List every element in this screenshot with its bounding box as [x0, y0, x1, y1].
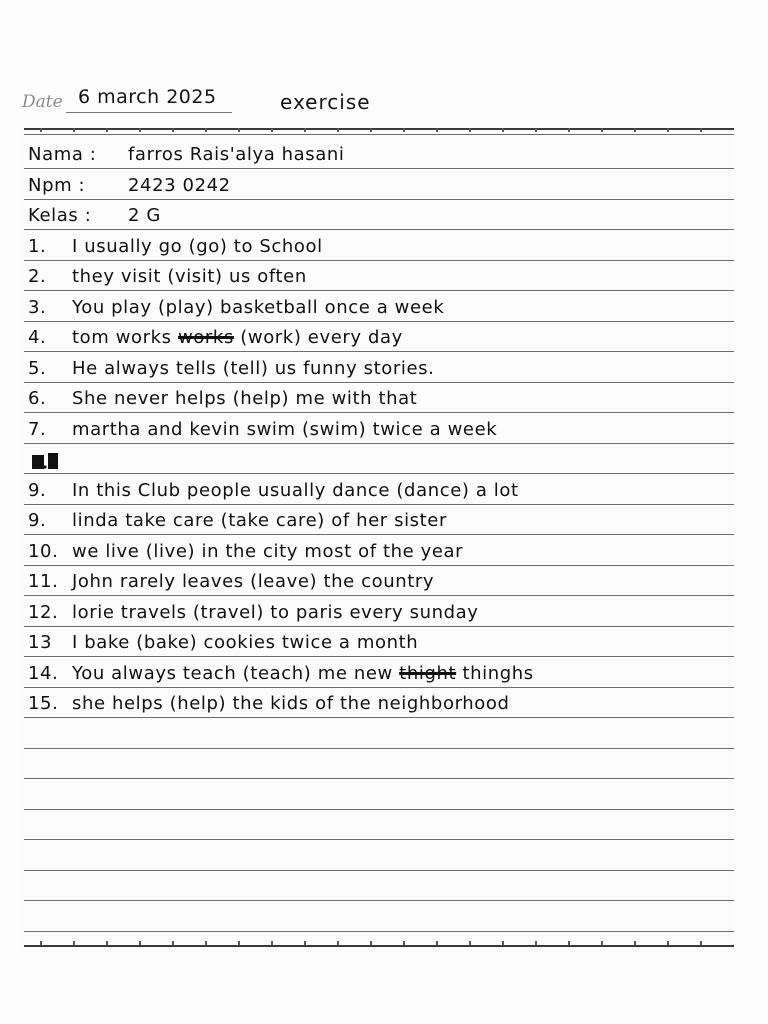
info-value: 2 G — [128, 205, 161, 226]
sentence-number: 11. — [28, 571, 59, 592]
sentence-number: 9. — [28, 480, 47, 501]
margin-dot — [700, 128, 702, 132]
sentence-row — [28, 449, 72, 475]
margin-dot — [436, 128, 438, 132]
sentence-number: 10. — [28, 541, 59, 562]
ruled-line — [24, 565, 734, 566]
sentence-number: 5. — [28, 358, 47, 379]
ruled-line — [24, 839, 734, 840]
ruled-line — [24, 351, 734, 352]
info-label: Nama : — [28, 144, 97, 165]
margin-dot — [634, 128, 636, 132]
sentence-number: 13 — [28, 632, 53, 653]
ruled-line — [24, 870, 734, 871]
ruled-line — [24, 412, 734, 413]
info-row — [28, 175, 231, 201]
ruled-line — [24, 382, 734, 383]
sentence-text: tom works — [72, 327, 178, 348]
sentence-row — [28, 541, 463, 567]
sentence-text: She never helps (help) me with that — [72, 388, 418, 409]
sentence-number: 14. — [28, 663, 59, 684]
margin-dot — [205, 128, 207, 132]
sentence-row — [28, 419, 497, 445]
margin-dot — [436, 941, 438, 945]
info-row — [28, 144, 345, 170]
sentence-text: she helps (help) the kids of the neighborhood — [72, 693, 510, 714]
margin-dot — [337, 941, 339, 945]
sentence-text: linda take care (take care) of her sister — [72, 510, 447, 531]
margin-dot — [469, 941, 471, 945]
sentence-text: lorie travels (travel) to paris every sunday — [72, 602, 479, 623]
margin-dot — [139, 941, 141, 945]
sentence-number: 1. — [28, 236, 47, 257]
sentence-text: we live (live) in the city most of the year — [72, 541, 464, 562]
margin-dot — [337, 128, 339, 132]
margin-dot — [172, 941, 174, 945]
crossed-out-word: thight — [399, 663, 457, 684]
sentence-number: 6. — [28, 388, 47, 409]
sentence-number: 2. — [28, 266, 47, 287]
info-label: Kelas : — [28, 205, 92, 226]
sentence-row — [28, 571, 434, 597]
margin-dot — [568, 941, 570, 945]
sentence-text: He always tells (tell) us funny stories. — [72, 358, 435, 379]
sentence-row — [28, 480, 519, 506]
margin-dot — [304, 128, 306, 132]
info-value: farros Rais'alya hasani — [128, 144, 345, 165]
margin-dot — [535, 128, 537, 132]
sentence-number: 4. — [28, 327, 47, 348]
sentence-text: John rarely leaves (leave) the country — [72, 571, 435, 592]
ruled-line — [24, 900, 734, 901]
sentence-text: martha and kevin swim (swim) twice a week — [72, 419, 498, 440]
margin-dot — [601, 128, 603, 132]
info-label: Npm : — [28, 175, 86, 196]
sentence-row — [28, 388, 417, 414]
sentence-row — [28, 297, 444, 323]
margin-dot — [73, 128, 75, 132]
margin-dot — [40, 128, 42, 132]
bottom-rule — [24, 945, 734, 947]
margin-dot — [403, 128, 405, 132]
info-value: 2423 0242 — [128, 175, 231, 196]
ruled-line — [24, 931, 734, 932]
ruled-line — [24, 199, 734, 200]
ruled-line — [24, 656, 734, 657]
sentence-text: In this Club people usually dance (dance) a lot — [72, 480, 519, 501]
ruled-line — [24, 260, 734, 261]
margin-dot — [568, 128, 570, 132]
sentence-row — [28, 358, 434, 384]
margin-dot — [304, 941, 306, 945]
ruled-line — [24, 168, 734, 169]
margin-dot — [271, 941, 273, 945]
sentence-number: 12. — [28, 602, 59, 623]
ruled-line — [24, 626, 734, 627]
margin-dot — [139, 128, 141, 132]
margin-dot — [106, 941, 108, 945]
ruled-line — [24, 595, 734, 596]
sentence-text: they visit (visit) us often — [72, 266, 307, 287]
sentence-number: 3. — [28, 297, 47, 318]
ruled-line — [24, 321, 734, 322]
margin-dot — [238, 941, 240, 945]
margin-dot — [667, 941, 669, 945]
sentence-text: You always teach (teach) me new — [72, 663, 400, 684]
margin-dot — [370, 128, 372, 132]
ruled-line — [24, 717, 734, 718]
ruled-line — [24, 778, 734, 779]
ruled-line — [24, 473, 734, 474]
ruled-line — [24, 534, 734, 535]
top-rule-thin — [24, 134, 734, 135]
margin-dot — [370, 941, 372, 945]
ruled-line — [24, 504, 734, 505]
margin-dot — [106, 128, 108, 132]
sentence-text: (work) every day — [233, 327, 403, 348]
date-label: Date — [22, 92, 63, 112]
margin-dot — [205, 941, 207, 945]
info-row — [28, 205, 161, 231]
margin-dot — [535, 941, 537, 945]
top-rule — [24, 128, 734, 130]
margin-dot — [634, 941, 636, 945]
sentence-number: 15. — [28, 693, 59, 714]
sentence-row — [28, 663, 534, 689]
margin-dot — [469, 128, 471, 132]
sentence-row — [28, 266, 307, 292]
ruled-line — [24, 290, 734, 291]
sentence-text: You play (play) basketball once a week — [72, 297, 445, 318]
margin-dot — [667, 128, 669, 132]
margin-dot — [172, 128, 174, 132]
ruled-line — [24, 809, 734, 810]
margin-dot — [700, 941, 702, 945]
sentence-number: 7. — [28, 419, 47, 440]
sentence-text: I bake (bake) cookies twice a month — [72, 632, 419, 653]
margin-dot — [502, 941, 504, 945]
sentence-text: thinghs — [456, 663, 534, 684]
ruled-line — [24, 229, 734, 230]
sentence-row — [28, 236, 323, 262]
margin-dot — [238, 128, 240, 132]
margin-dot — [40, 941, 42, 945]
ruled-line — [24, 443, 734, 444]
ruled-line — [24, 687, 734, 688]
date-underline — [66, 112, 232, 113]
ruled-line — [24, 748, 734, 749]
sentence-text: I usually go (go) to School — [72, 236, 323, 257]
page-title: exercise — [280, 90, 371, 114]
scribble-icon — [30, 449, 72, 473]
margin-dot — [73, 941, 75, 945]
crossed-out-word: works — [177, 327, 234, 348]
date-value: 6 march 2025 — [78, 86, 217, 108]
sentence-row — [28, 632, 418, 658]
sentence-number: 9. — [28, 510, 47, 531]
sentence-row — [28, 602, 479, 628]
sentence-row — [28, 693, 510, 719]
margin-dot — [271, 128, 273, 132]
sentence-row — [28, 510, 447, 536]
margin-dot — [502, 128, 504, 132]
margin-dot — [601, 941, 603, 945]
sentence-row — [28, 327, 403, 353]
margin-dot — [403, 941, 405, 945]
